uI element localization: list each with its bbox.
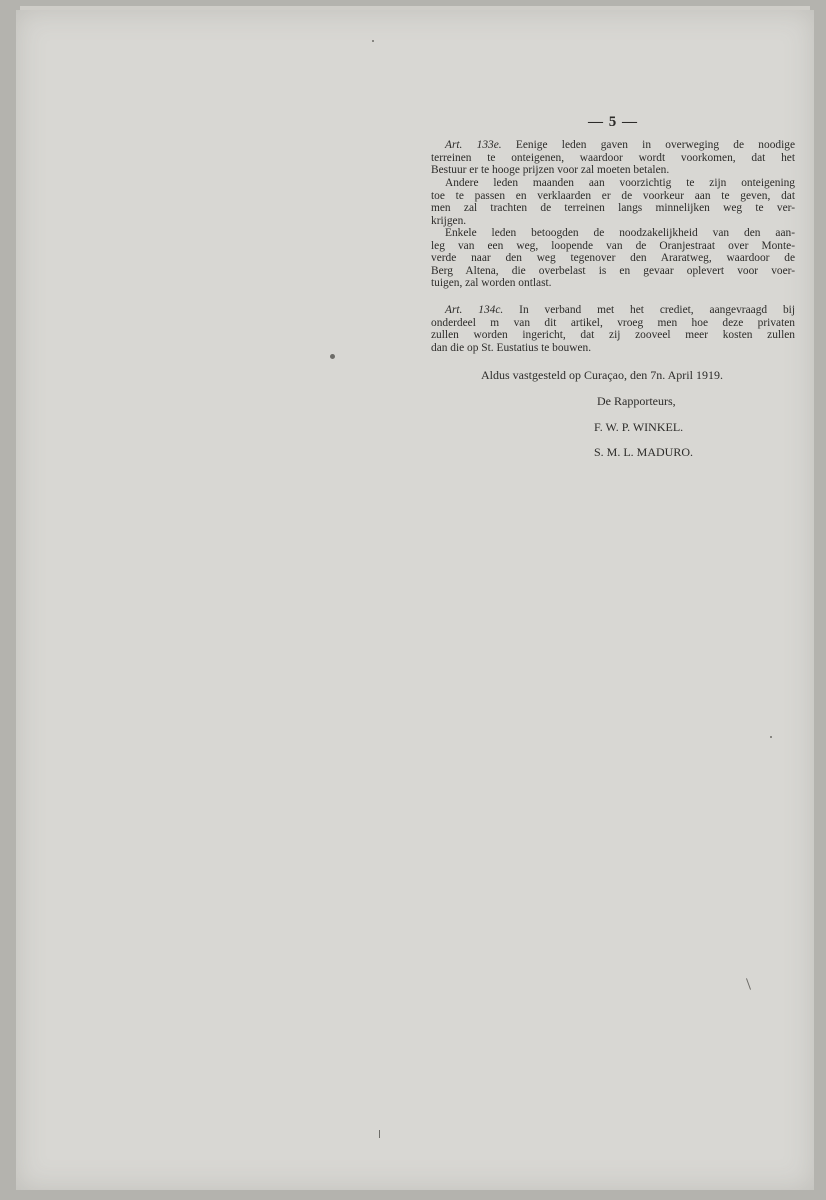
text-line: verde naar den weg tegenover den Araratweg, waardoor de [431,252,795,265]
text-line: Berg Altena, die overbelast is en gevaar oplevert voor voer- [431,264,795,277]
paper-scratch [746,978,751,990]
text-line: Andere leden maanden aan voorzichtig te zijn onteigening [445,177,795,189]
paper-scratch [379,1130,380,1138]
text-line: terreinen te onteigenen, waardoor wordt voorkomen, dat het [431,151,795,164]
article-133e-paragraph-3 [431,227,795,290]
date-line: Aldus vastgesteld op Curaçao, den 7n. April 1919. [481,368,723,382]
text-line [431,304,795,317]
text-line: men zal trachten de terreinen langs minnelijken weg te ver- [431,202,795,215]
article-reference: Art. 134c. [445,304,504,316]
paper-speck [372,40,374,42]
paper-speck [330,354,335,359]
text-line: Bestuur er te hooge prijzen voor zal moeten betalen. [431,164,670,177]
article-134c-paragraph [431,304,795,354]
document-page [16,10,814,1190]
signatory-winkel: F. W. P. WINKEL. [594,420,684,434]
text-line: Enkele leden betoogden de noodzakelijkheid van den aan- [445,227,795,239]
text-line-content: In verband met het crediet, aangevraagd bij [519,304,795,316]
text-line-content: Eenige leden gaven in overweging de noodige [515,139,796,151]
article-133e-paragraph-1 [431,139,795,177]
article-reference: Art. 133e. [445,139,502,151]
signatory-maduro: S. M. L. MADURO. [594,445,694,459]
text-line: toe te passen en verklaarden er de voorkeur aan te geven, dat [431,189,795,202]
text-line [431,139,795,152]
text-line: krijgen. [431,214,467,227]
page-number: — 5 — [588,114,638,130]
rapporteurs-heading: De Rapporteurs, [597,394,676,408]
text-line: zullen worden ingericht, dat zij zooveel meer kosten zullen [431,329,795,342]
article-133e-paragraph-2 [431,177,795,227]
text-line: dan die op St. Eustatius te bouwen. [431,341,592,354]
paper-speck [770,736,772,738]
text-line: onderdeel m van dit artikel, vroeg men hoe deze privaten [431,316,795,329]
text-line: tuigen, zal worden ontlast. [431,277,552,290]
text-line: leg van een weg, loopende van de Oranjestraat over Monte- [431,239,795,252]
